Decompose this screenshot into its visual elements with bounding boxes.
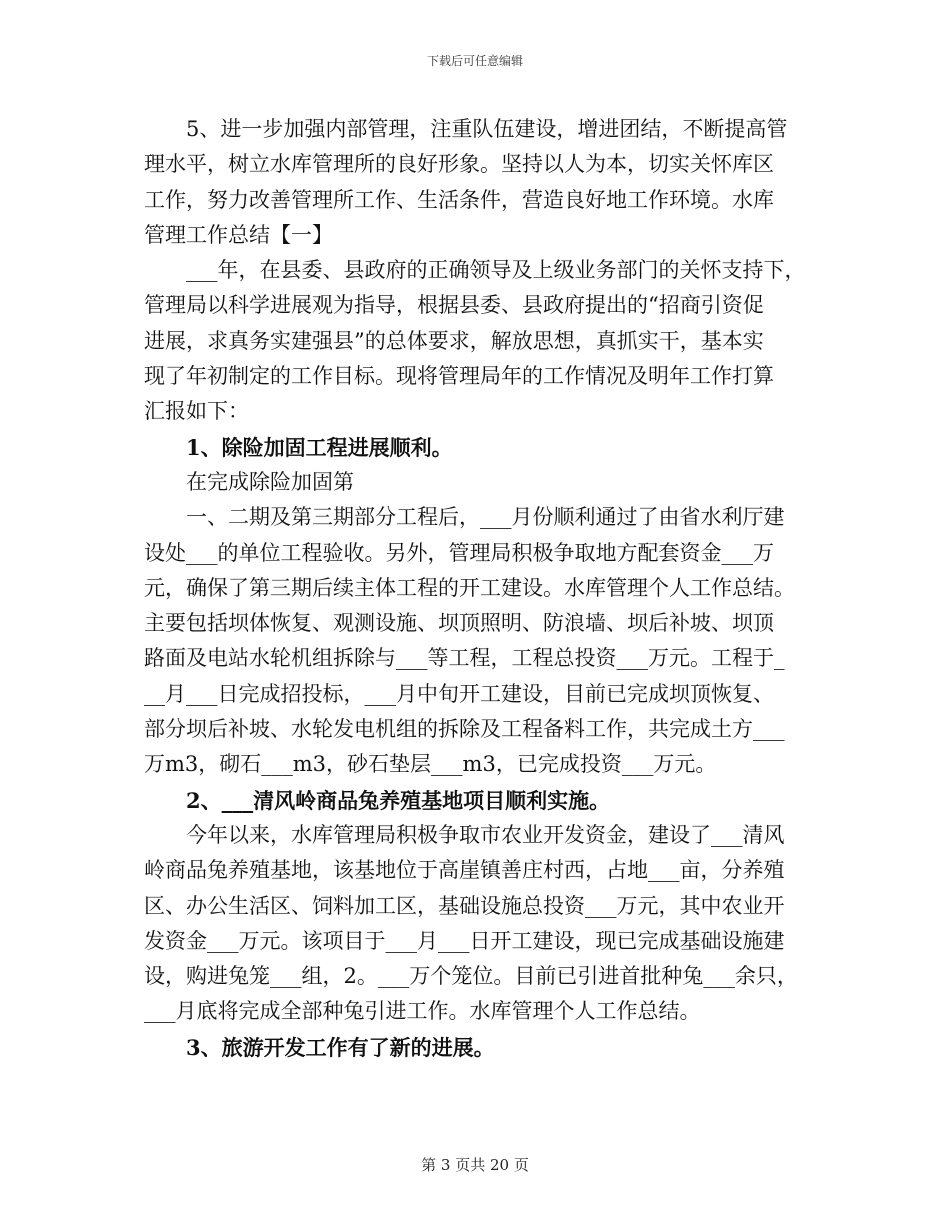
paragraph-line: 部分坝后补坡、水轮发电机组的拆除及工程备料工作，共完成土方___ bbox=[144, 717, 785, 742]
paragraph-line: 发资金___万元。该项目于___月___日开工建设，现已完成基础设施建 bbox=[144, 928, 785, 953]
document-body bbox=[144, 112, 824, 1065]
paragraph-line: 元，确保了第三期后续主体工程的开工建设。水库管理个人工作总结。 bbox=[144, 575, 795, 600]
paragraph-line: 岭商品兔养殖基地，该基地位于高崖镇善庄村西，占地___亩，分养殖 bbox=[144, 858, 785, 883]
paragraph-line: 管理局以科学进展观为指导，根据县委、县政府提出的“招商引资促 bbox=[144, 293, 764, 318]
paragraph-line: 管理工作总结【一】 bbox=[144, 222, 333, 247]
section-heading: 2、___清风岭商品兔养殖基地项目顺利实施。 bbox=[186, 787, 611, 813]
paragraph-line: ___年，在县委、县政府的正确领导及上级业务部门的关怀支持下， bbox=[186, 258, 806, 283]
paragraph-line: ___月底将完成全部种兔引进工作。水库管理个人工作总结。 bbox=[144, 999, 701, 1024]
paragraph-line: 今年以来，水库管理局积极争取市农业开发资金，建设了___清风 bbox=[186, 822, 785, 847]
paragraph-line: 现了年初制定的工作目标。现将管理局年的工作情况及明年工作打算 bbox=[144, 364, 774, 389]
paragraph-line: 万m3，砌石___m3，砂石垫层___m3，已完成投资___万元。 bbox=[144, 752, 717, 777]
page-header: 下载后可任意编辑 bbox=[426, 54, 523, 68]
paragraph-line: 区、办公生活区、饲料加工区，基础设施总投资___万元，其中农业开 bbox=[144, 893, 785, 918]
paragraph-line: 设，购进兔笼___组，2。___万个笼位。目前已引进首批种兔___余只， bbox=[144, 964, 798, 989]
paragraph-line: 汇报如下： bbox=[144, 399, 249, 424]
paragraph-line: 主要包括坝体恢复、观测设施、坝顶照明、防浪墙、坝后补坡、坝顶 bbox=[144, 611, 774, 636]
paragraph-line: 5、进一步加强内部管理，注重队伍建设，增进团结，不断提高管 bbox=[186, 117, 788, 141]
paragraph-line: 进展，求真务实建强县”的总体要求，解放思想，真抓实干，基本实 bbox=[144, 328, 764, 353]
section-heading: 1、除险加固工程进展顺利。 bbox=[186, 434, 453, 460]
paragraph-line: 一、二期及第三期部分工程后，___月份顺利通过了由省水利厅建 bbox=[186, 505, 785, 530]
section-heading: 3、旅游开发工作有了新的进展。 bbox=[186, 1034, 495, 1060]
paragraph-line: __月___日完成招投标，___月中旬开工建设，目前已完成坝顶恢复、 bbox=[144, 681, 774, 706]
paragraph-line: 路面及电站水轮机组拆除与___等工程，工程总投资___万元。工程于_ bbox=[144, 646, 785, 671]
page-footer: 第 3 页共 20 页 bbox=[421, 1156, 529, 1174]
paragraph-line: 设处___的单位工程验收。另外，管理局积极争取地方配套资金___万 bbox=[144, 540, 774, 565]
paragraph-line: 工作，努力改善管理所工作、生活条件，营造良好地工作环境。水库 bbox=[144, 187, 774, 212]
paragraph-line: 在完成除险加固第 bbox=[186, 469, 354, 494]
paragraph-line: 理水平，树立水库管理所的良好形象。坚持以人为本，切实关怀库区 bbox=[144, 152, 774, 177]
